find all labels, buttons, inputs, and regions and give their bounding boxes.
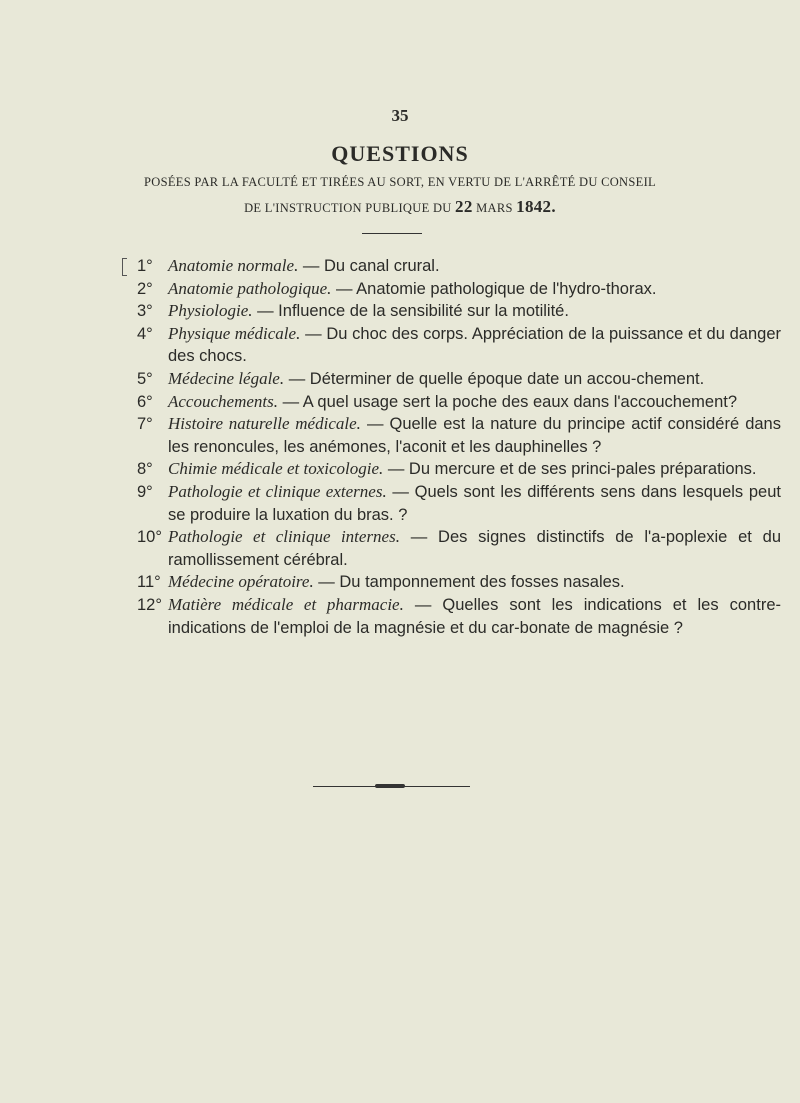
page-title: QUESTIONS — [331, 141, 469, 166]
question-text — [168, 300, 781, 323]
question-body: — Du tamponnement des fosses nasales. — [313, 573, 625, 592]
question-item — [137, 255, 781, 278]
question-text — [168, 526, 781, 571]
question-body: — A quel usage sert la poche des eaux dans l'accouchement? — [277, 392, 738, 411]
page-number: 35 — [391, 106, 409, 125]
question-text — [168, 458, 781, 481]
question-number: 6° — [137, 392, 153, 411]
question-item — [137, 391, 781, 414]
question-item — [137, 278, 781, 301]
question-subject: Histoire naturelle médicale. — [168, 414, 361, 434]
question-number: 2° — [137, 279, 153, 298]
end-ornament — [313, 785, 470, 788]
question-text — [168, 391, 781, 414]
question-subject: Anatomie normale. — [168, 256, 299, 275]
question-item — [137, 300, 781, 323]
question-number: 11° — [137, 573, 161, 592]
question-subject: Médecine opératoire. — [168, 572, 314, 592]
question-subject: Anatomie pathologique. — [168, 278, 332, 298]
question-item — [137, 368, 781, 391]
question-number: 7° — [137, 415, 153, 434]
question-text — [168, 481, 781, 526]
date-day: 22 — [455, 197, 473, 216]
subtitle-prefix: DE L'INSTRUCTION PUBLIQUE DU — [244, 201, 452, 215]
date-year: 1842. — [516, 197, 556, 216]
questions-list — [137, 255, 781, 639]
question-item — [137, 458, 781, 481]
question-number: 9° — [137, 482, 153, 501]
question-body: — Des signes distinctifs de l'a-poplexie et du ramollissement cérébral. — [168, 528, 782, 569]
question-item — [137, 413, 781, 458]
question-body: — Du choc des corps. Appréciation de la puissance et du danger des chocs. — [168, 324, 781, 366]
question-item — [137, 594, 781, 639]
question-body: — Quels sont les différents sens dans lesquels peut se produire la luxation du bras. ? — [168, 482, 781, 524]
question-item — [137, 323, 781, 368]
question-subject: Physiologie. — [168, 301, 253, 321]
question-number: 3° — [137, 302, 153, 321]
question-subject: Physique médicale. — [168, 323, 301, 343]
question-body: — Quelle est la nature du principe actif considéré dans les renoncules, les anémones, l'aconit et les dauphinelles ? — [168, 415, 781, 456]
question-number: 10° — [137, 528, 162, 547]
subtitle-line-1: POSÉES PAR LA FACULTÉ ET TIRÉES AU SORT, EN VERTU DE L'ARRÊTÉ DU CONSEIL — [144, 175, 656, 189]
date-month: MARS — [476, 201, 513, 215]
question-subject: Médecine légale. — [168, 368, 285, 388]
question-body: — Déterminer de quelle époque date un accou-chement. — [284, 369, 705, 388]
question-number: 1° — [137, 257, 153, 275]
question-text — [168, 571, 781, 594]
question-body: — Du mercure et de ses princi-pales préparations. — [383, 460, 757, 479]
question-body: — Influence de la sensibilité sur la motilité. — [252, 302, 569, 321]
question-subject: Matière médicale et pharmacie. — [168, 594, 404, 614]
question-text — [168, 594, 781, 639]
margin-bracket — [122, 258, 127, 276]
question-item — [137, 571, 781, 594]
question-body: — Quelles sont les indications et les contre-indications de l'emploi de la magnésie et du car-bonate de magnésie ? — [168, 595, 781, 637]
question-subject: Chimie médicale et toxicologie. — [168, 459, 384, 479]
question-subject: Pathologie et clinique internes. — [168, 527, 400, 547]
question-text — [168, 413, 781, 458]
question-text — [168, 368, 781, 391]
question-body: — Du canal crural. — [298, 257, 440, 275]
question-number: 8° — [137, 460, 153, 479]
question-item — [137, 526, 781, 571]
question-number: 12° — [137, 595, 162, 614]
question-item — [137, 481, 781, 526]
question-subject: Accouchements. — [168, 391, 278, 411]
question-subject: Pathologie et clinique externes. — [168, 481, 387, 501]
question-text — [168, 278, 781, 301]
question-text — [168, 255, 781, 278]
question-number: 4° — [137, 324, 153, 343]
separator-rule — [362, 233, 422, 234]
question-number: 5° — [137, 369, 153, 388]
question-text — [168, 323, 781, 368]
subtitle-line-2 — [0, 197, 800, 217]
question-body: — Anatomie pathologique de l'hydro-thorax. — [331, 279, 657, 298]
